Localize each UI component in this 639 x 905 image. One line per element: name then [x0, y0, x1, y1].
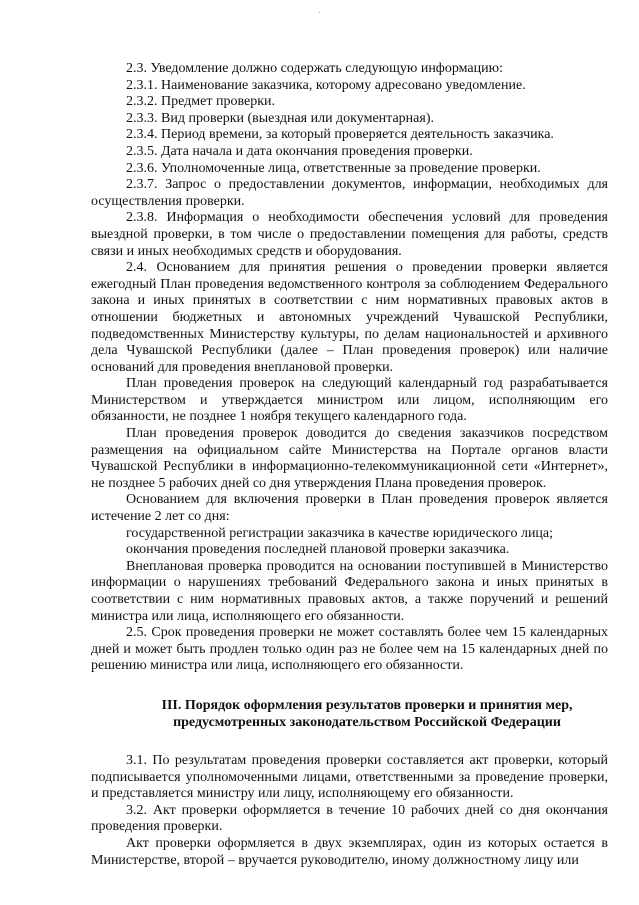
paragraph-2-3-5: 2.3.5. Дата начала и дата окончания проведения проверки. [126, 143, 473, 159]
section-heading-line-2: предусмотренных законодательством Российской Федерации [173, 714, 561, 730]
paragraph-plan-publication: План проведения проверок доводится до сведения заказчиков посредством размещения на официальном сайте Министерства на Портале органов власти Чувашской Республики в информационно-телекоммуникационной сети «Интернет», не позднее 5 рабочих дней со дня утверждения Плана проведения проверок. [91, 426, 608, 491]
paragraph-last-inspection: окончания проведения последней плановой проверки заказчика. [126, 542, 510, 558]
paragraph-2-3: 2.3. Уведомление должно содержать следующую информацию: [126, 61, 503, 76]
paragraph-2-3-6: 2.3.6. Уполномоченные лица, ответственные за проведение проверки. [126, 160, 541, 176]
paragraph-unscheduled-inspection: Внеплановая проверка проводится на основании поступившей в Министерство информации о нарушениях требований Федерального закона и иных принятых в соответствии с ним нормативных правовых актов, а также поручений и решений министра или лица, исполняющего его обязанности. [91, 558, 608, 624]
paragraph-2-4: 2.4. Основанием для принятия решения о проведении проверки является ежегодный План проведения ведомственного контроля за соблюдением Федерального закона и иных принятых в соответствии с ним нормативных правовых актов в отношении бюджетных и автономных учреждений Чувашской Республики, подведомственных Министерству культуры, по делам национальностей и архивного дела Чувашской Республики (далее – План проведения проверок) или наличие оснований для проведения внеплановой проверки. [91, 260, 608, 375]
paragraph-3-2: 3.2. Акт проверки оформляется в течение 10 рабочих дней со дня окончания проведения проверки. [91, 802, 608, 835]
paragraph-3-1: 3.1. По результатам проведения проверки составляется акт проверки, который подписывается уполномоченными лицами, ответственными за проведение проверки, и представляется министру или лицу, исполняющему его обязанности. [91, 752, 608, 802]
paragraph-2-5: 2.5. Срок проведения проверки не может составлять более чем 15 календарных дней и может быть продлен только один раз не более чем на 15 календарных дней по решению министра или лица, исполняющего его обязанности. [91, 625, 608, 674]
paragraph-2-3-3: 2.3.3. Вид проверки (выездная или документарная). [126, 110, 434, 126]
paragraph-plan-development: План проведения проверок на следующий календарный год разрабатывается Министерством и утверждается министром или лицом, исполняющим его обязанности, не позднее 1 ноября текущего календарного года. [91, 376, 608, 425]
paragraph-act-copies: Акт проверки оформляется в двух экземплярах, один из которых остается в Министерстве, второй – вручается руководителю, иному должностному лицу или [91, 835, 608, 868]
section-heading-line-1: III. Порядок оформления результатов проверки и принятия мер, [161, 697, 573, 713]
paragraph-2-3-1: 2.3.1. Наименование заказчика, которому адресовано уведомление. [126, 77, 526, 93]
paragraph-2-3-4: 2.3.4. Период времени, за который проверяется деятельность заказчика. [126, 127, 554, 143]
section-heading-3 [91, 697, 608, 731]
paragraph-2-3-7: 2.3.7. Запрос о предоставлении документов, информации, необходимых для осуществления проверки. [91, 177, 608, 209]
paragraph-2-3-8: 2.3.8. Информация о необходимости обеспечения условий для проведения выездной проверки, в том числе о предоставлении помещения для работы, средств связи и иных необходимых средств и оборудования. [91, 210, 608, 259]
page-mark: . [318, 5, 321, 15]
paragraph-2-3-2: 2.3.2. Предмет проверки. [126, 94, 275, 110]
paragraph-plan-inclusion-basis: Основанием для включения проверки в План проведения проверок является истечение 2 лет со дня: [91, 492, 608, 525]
document-body [91, 61, 608, 869]
paragraph-state-registration: государственной регистрации заказчика в качестве юридического лица; [126, 525, 554, 541]
